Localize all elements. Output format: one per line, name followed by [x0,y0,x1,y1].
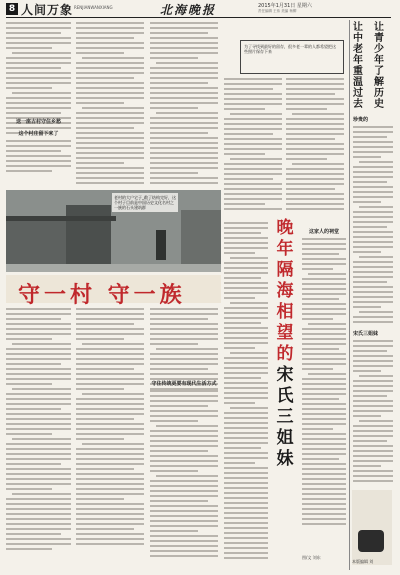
ad-logo [358,530,384,552]
middle-article-col-1 [224,78,282,213]
slogan-char: 历 [374,88,384,99]
headline-char: 相 [276,302,294,322]
photo-caption: 老村的大户宅子_敞了结构完好，这个村子目前是中国历史文化名村之一族的石头建筑群 [114,195,176,210]
headline-char: 年 [276,239,294,259]
slogan-char: 解 [374,77,384,88]
slogan-char: 青 [374,33,384,44]
headline-char: 晚 [276,218,294,238]
left-subhead-2: 守住传统更要有现代生活方式 [151,381,217,387]
headline-char: 姐 [276,428,294,448]
slogan-char: 了 [374,66,384,77]
headline-char: 妹 [276,449,294,469]
middle-article-col-2 [286,78,344,213]
column-divider [349,20,350,570]
slogan-char: 老 [353,44,363,55]
headline-char: 隔 [276,260,294,280]
page-number: 8 [6,3,18,15]
slogan-char: 年 [353,55,363,66]
quote-box-text: 为了寻找到最好的留存，很多老一辈的人都希望把这些照片保存下来 [244,44,336,54]
slogan-char: 过 [353,88,363,99]
left-subhead-1: 这个村庄留下来了 [18,131,59,137]
slogan-char: 年 [374,55,384,66]
page-editor-credit: 本版编辑 刘 [352,559,374,564]
left-article-col-3 [150,22,218,187]
slogan-char: 让 [353,22,363,33]
section-subtitle: RENJIANWANXIANG [74,5,113,10]
left-article-col-4 [6,308,71,553]
headline-char: 三 [276,407,294,427]
masthead: 北海晚报 [160,3,217,17]
publication-line: 责任编辑 王伟 美编 杨柳 [258,9,297,13]
left-article-col-6b [150,390,218,560]
banner-headline: 守一村 守一族 [18,283,186,308]
rail-text-2 [353,340,393,485]
ad-block [352,490,392,565]
headline-char: 氏 [276,386,294,406]
slogan-char: 温 [353,77,363,88]
slogan-char: 史 [374,99,384,110]
headline-char: 望 [276,323,294,343]
rail-heading-1: 珍贵的 [353,117,369,123]
slogan-char: 去 [353,99,363,110]
header-divider [6,17,391,18]
headline-char: 的 [276,344,294,364]
left-article-col-5 [76,308,144,548]
vertical-headline [272,218,298,518]
rail-text-1 [353,126,393,326]
middle-article-col-3 [224,222,268,562]
left-article-col-1b [6,140,71,175]
issue-date: 2015年1月31日 星期六 [258,3,312,9]
headline-char: 海 [276,281,294,301]
headline-char: 宋 [276,365,294,385]
section-title: 人间万象 [21,3,74,17]
left-subhead-0: 送一座古村守住乡愁 [15,119,61,125]
slogan-char: 重 [353,66,363,77]
slogan-char: 少 [374,44,384,55]
middle-article-col-4 [302,238,346,528]
slogan-char: 让 [374,22,384,33]
middle-subhead: 这家人的祠堂 [308,229,339,235]
slogan-char: 中 [353,33,363,44]
left-article-col-2 [76,22,144,187]
rail-heading-2: 宋氏三姐妹 [353,331,379,337]
slogan-column-1 [353,22,363,110]
slogan-column-2 [374,22,384,110]
author-credit: 图/文 刘东 [302,555,321,560]
